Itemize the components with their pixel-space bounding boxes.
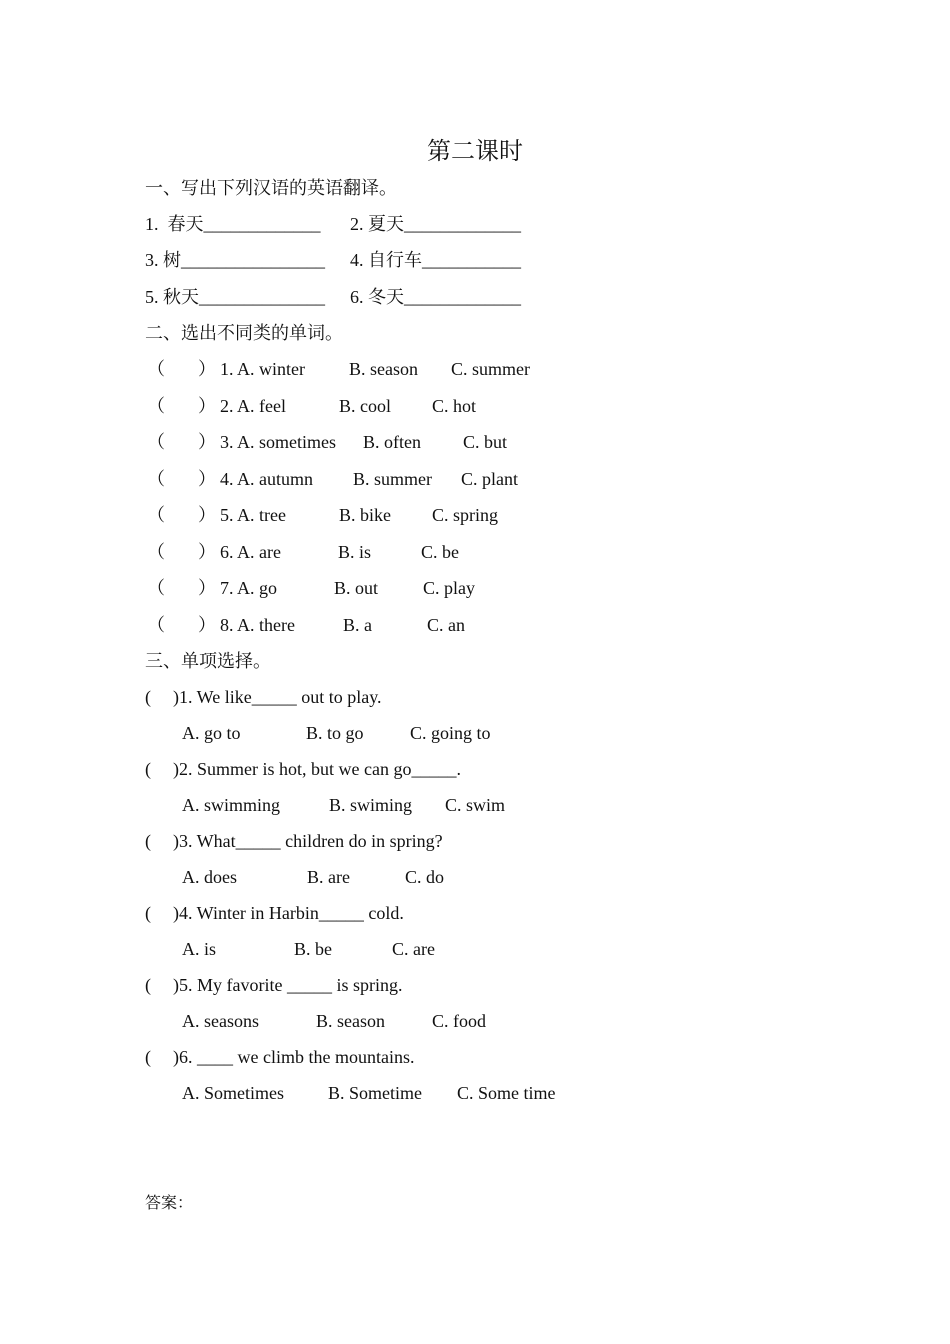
question-option-a: 7. A. go	[220, 578, 278, 598]
answer-paren-close: ）	[198, 396, 216, 416]
translation-item: 4. 自行车___________	[350, 250, 521, 270]
answer-paren-open: (	[145, 759, 151, 779]
answer-paren-open: (	[145, 975, 151, 995]
question-option-a: 1. A. winter	[220, 359, 305, 379]
answer-paren-close: ）	[198, 615, 216, 635]
translation-item: 3. 树________________	[145, 250, 325, 270]
option-c: C. plant	[461, 469, 518, 489]
answer-paren-open: (	[145, 831, 151, 851]
option-b: B. bike	[339, 505, 391, 525]
question-text: )4. Winter in Harbin_____ cold.	[173, 903, 404, 923]
option-b: B. cool	[339, 396, 391, 416]
answer-paren-close: ）	[198, 432, 216, 452]
question-text: )5. My favorite _____ is spring.	[173, 975, 403, 995]
section2-heading: 二、选出不同类的单词。	[145, 323, 343, 343]
option-b: B. season	[316, 1011, 385, 1031]
question-option-a: 6. A. are	[220, 542, 281, 562]
option-a: A. is	[182, 939, 217, 959]
translation-item: 5. 秋天______________	[145, 287, 325, 307]
answer-paren-open: （	[147, 469, 165, 489]
option-b: B. swiming	[329, 795, 413, 815]
page-title: 第二课时	[427, 139, 523, 165]
question-text: )3. What_____ children do in spring?	[173, 831, 443, 851]
option-b: B. is	[338, 542, 372, 562]
answer-paren-open: （	[147, 505, 165, 525]
option-c: C. summer	[451, 359, 530, 379]
option-c: C. food	[432, 1011, 486, 1031]
option-b: B. summer	[353, 469, 432, 489]
option-b: B. to go	[306, 723, 364, 743]
option-c: C. play	[423, 578, 475, 598]
option-c: C. are	[392, 939, 435, 959]
translation-item: 2. 夏天_____________	[350, 214, 521, 234]
option-c: C. be	[421, 542, 459, 562]
question-option-a: 2. A. feel	[220, 396, 286, 416]
answer-paren-open: （	[147, 615, 165, 635]
option-a: A. swimming	[182, 795, 281, 815]
answer-paren-open: (	[145, 687, 151, 707]
question-text: )1. We like_____ out to play.	[173, 687, 382, 707]
option-a: A. seasons	[182, 1011, 259, 1031]
answer-paren-open: (	[145, 1047, 151, 1067]
translation-item: 6. 冬天_____________	[350, 287, 521, 307]
option-c: C. Some time	[457, 1083, 556, 1103]
translation-item: 1. 春天_____________	[145, 214, 321, 234]
answer-paren-open: （	[147, 542, 165, 562]
answer-paren-open: (	[145, 903, 151, 923]
section3-heading: 三、单项选择。	[145, 651, 271, 671]
question-text: )2. Summer is hot, but we can go_____.	[173, 759, 461, 779]
section1-heading: 一、写出下列汉语的英语翻译。	[145, 178, 397, 198]
option-b: B. a	[343, 615, 372, 635]
answer-paren-close: ）	[198, 578, 216, 598]
option-c: C. an	[427, 615, 465, 635]
option-b: B. often	[363, 432, 421, 452]
question-option-a: 8. A. there	[220, 615, 295, 635]
option-b: B. season	[349, 359, 418, 379]
option-c: C. going to	[410, 723, 491, 743]
option-b: B. Sometime	[328, 1083, 422, 1103]
option-c: C. spring	[432, 505, 499, 525]
option-b: B. are	[307, 867, 350, 887]
option-c: C. swim	[445, 795, 506, 815]
question-option-a: 4. A. autumn	[220, 469, 313, 489]
question-option-a: 5. A. tree	[220, 505, 286, 525]
answer-paren-close: ）	[198, 359, 216, 379]
answer-paren-close: ）	[198, 505, 216, 525]
answer-paren-open: （	[147, 578, 165, 598]
answer-label: 答案：	[145, 1195, 194, 1212]
option-a: A. does	[182, 867, 237, 887]
option-a: A. Sometimes	[182, 1083, 284, 1103]
option-a: A. go to	[182, 723, 241, 743]
answer-paren-open: （	[147, 396, 165, 416]
question-text: )6. ____ we climb the mountains.	[173, 1047, 415, 1067]
answer-paren-open: （	[147, 432, 165, 452]
option-c: C. but	[463, 432, 508, 452]
option-c: C. do	[405, 867, 445, 887]
answer-paren-open: （	[147, 359, 165, 379]
question-option-a: 3. A. sometimes	[220, 432, 336, 452]
answer-paren-close: ）	[198, 542, 216, 562]
option-b: B. be	[294, 939, 332, 959]
option-b: B. out	[334, 578, 379, 598]
answer-paren-close: ）	[198, 469, 216, 489]
option-c: C. hot	[432, 396, 477, 416]
